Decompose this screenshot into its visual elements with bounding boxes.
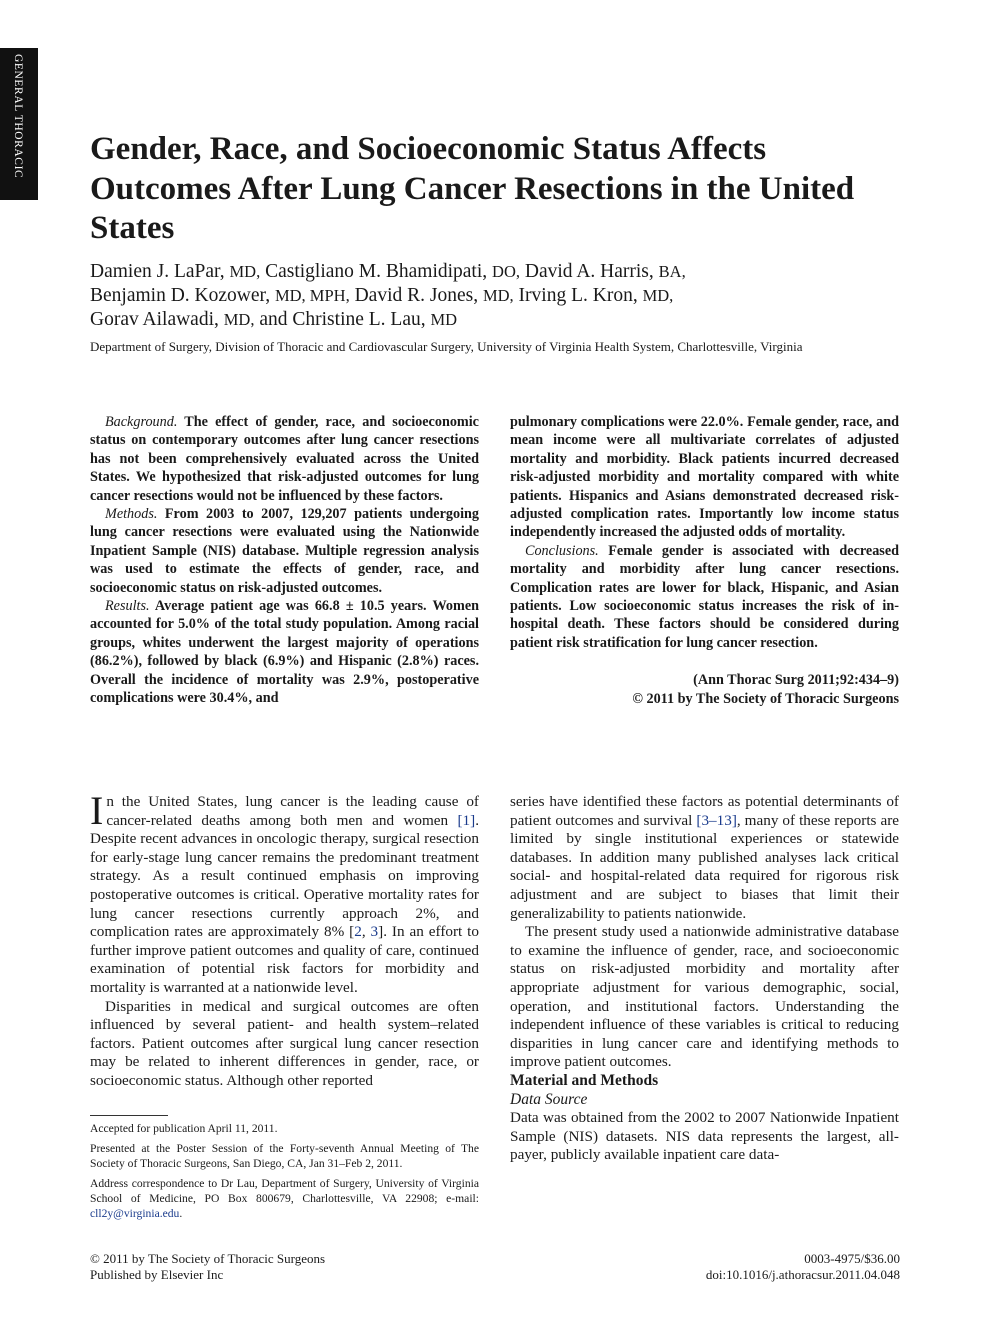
footnote-text: Address correspondence to Dr Lau, Department of Surgery, University of Virginia School of Medicine, PO Box 800679, Charlottesville, VA 22908; e-mail: xyxy=(90,1177,479,1205)
abstract-conclusions xyxy=(510,542,899,652)
footer-publisher: Published by Elsevier Inc xyxy=(90,1266,224,1282)
abstract-text: From 2003 to 2007, 129,207 patients undergoing lung cancer resections were evaluated using the Nationwide Inpatient Sample (NIS) database. Multiple regression analysis was used to estimate the effects of gender, race, and socioeconomic status on risk-adjusted outcomes. xyxy=(90,506,479,596)
body-paragraph: Disparities in medical and surgical outcomes are often influenced by several patient- and health system–related factors. Patient outcomes after surgical lung cancer resection may be related to inherent differences in gender, race, or socioeconomic status. Although other reported xyxy=(90,997,479,1089)
subsection-heading: Data Source xyxy=(510,1090,588,1108)
section-side-tab xyxy=(0,48,38,200)
author-line xyxy=(90,308,910,332)
author-degree: MD, xyxy=(642,286,674,305)
drop-cap: I xyxy=(90,788,104,833)
footer-left xyxy=(90,1251,325,1282)
abstract-label: Background. xyxy=(105,414,178,430)
author-degree: MD, xyxy=(482,286,514,305)
abstract-text: Female gender is associated with decreased mortality and morbidity after lung cancer resections. Complication rates are lower for black, Hispanic, and Asian patients. Low socioeconomic status increases the risk of in-hospital death. These factors should be considered during patient risk stratification for lung cancer resection. xyxy=(510,542,900,651)
author-name: and Christine L. Lau, xyxy=(259,309,426,330)
citation-reference: (Ann Thorac Surg 2011;92:434–9) xyxy=(693,672,899,689)
abstract-label: Methods. xyxy=(105,506,158,523)
abstract-methods xyxy=(90,505,479,597)
footnotes xyxy=(90,1121,479,1226)
section-heading: Material and Methods xyxy=(510,1071,659,1089)
body-paragraph: The present study used a nationwide administrative database to examine the influence of gender, race, and socioeconomic status on risk-adjusted morbidity and mortality after appropriate adjustment for various demographic, social, operation, and institutional factors. Understanding the independent influence of these variables is critical to reducing disparities in lung cancer care and identifying methods to improve patient outcomes. xyxy=(510,923,899,1071)
author-line xyxy=(90,284,910,308)
footnote-divider xyxy=(90,1115,168,1116)
abstract-background xyxy=(90,413,479,505)
footnote-presented: Presented at the Poster Session of the Forty-seventh Annual Meeting of The Society of Thoracic Surgeons, San Diego, CA, Jan 31–Feb 2, 2011. xyxy=(90,1142,479,1170)
abstract-text: Average patient age was 66.8 ± 10.5 years. Women accounted for 5.0% of the total study population. Among racial groups, whites underwent the largest majority of operations (86.2%), followed by black (6.9%) and Hispanic (2.8%) races. Overall the incidence of mortality was 2.9%, postoperative complications were 30.4%, and xyxy=(90,598,480,707)
author-name: Gorav Ailawadi, xyxy=(90,309,219,330)
abstract-results-continued: pulmonary complications were 22.0%. Female gender, race, and mean income were all multivariate correlates of adjusted mortality and morbidity. Black patients incurred decreased risk-adjusted morbidity and mortality compared with white patients. Hispanics and Asians demonstrated decreased risk-adjusted complication rates. Importantly low income status independently increased the adjusted odds of mortality. xyxy=(510,414,899,541)
reference-link[interactable]: [1] xyxy=(457,811,476,829)
article-title: Gender, Race, and Socioeconomic Status Affects Outcomes After Lung Cancer Resections in the United States xyxy=(90,131,855,246)
affiliation: Department of Surgery, Division of Thoracic and Cardiovascular Surgery, University of Virginia Health System, Charlottesville, Virginia xyxy=(90,339,803,354)
footnote-text: . xyxy=(179,1207,183,1220)
journal-citation xyxy=(510,671,899,708)
body-text: series have identified these factors as potential determinants of patient outcomes and survival xyxy=(510,793,899,829)
body-paragraph xyxy=(510,793,899,923)
footer-price: 0003-4975/$36.00 xyxy=(804,1251,900,1266)
author-line xyxy=(90,260,910,284)
author-name: Damien J. LaPar, xyxy=(90,261,225,282)
citation-copyright: © 2011 by The Society of Thoracic Surgeons xyxy=(632,690,899,707)
body-right-column xyxy=(510,793,899,1165)
body-text: , many of these reports are limited by single institutional experiences or statewide databases. In addition many published analyses lack critical social- and hospital-related data required for rigorous risk adjustment and are subject to biases that limit their generalizability to patients nationwide. xyxy=(510,811,899,922)
abstract-label: Results. xyxy=(105,598,150,615)
abstract-left-column xyxy=(90,413,479,708)
footnote-accepted: Accepted for publication April 11, 2011. xyxy=(90,1122,278,1135)
abstract-right-column xyxy=(510,413,899,708)
author-name: David R. Jones, xyxy=(354,285,479,306)
author-degree: MD, xyxy=(223,310,255,329)
author-degree: MD, MPH, xyxy=(274,286,350,305)
abstract-results xyxy=(90,597,479,707)
side-tab-label: GENERAL THORACIC xyxy=(12,54,24,179)
reference-link[interactable]: 2 xyxy=(354,923,362,941)
author-name: David A. Harris, xyxy=(524,261,654,282)
body-text: n the United States, lung cancer is the leading cause of cancer-related deaths among both men and women xyxy=(106,793,479,829)
body-text: ]. In an effort to further improve patient outcomes and quality of care, continued examination of potential risk factors for morbidity and mortality is warranted at a nationwide level. xyxy=(90,923,479,996)
author-degree: MD xyxy=(430,310,458,329)
author-degree: BA, xyxy=(658,262,686,281)
body-paragraph xyxy=(90,788,479,998)
footer-doi: doi:10.1016/j.athoracsur.2011.04.048 xyxy=(705,1266,900,1282)
reference-link[interactable]: [3–13] xyxy=(696,811,737,829)
author-degree: DO, xyxy=(492,262,520,281)
footer-right xyxy=(706,1251,900,1282)
body-paragraph: Data was obtained from the 2002 to 2007 Nationwide Inpatient Sample (NIS) datasets. NIS data represents the largest, all-payer, publicly available inpatient care data- xyxy=(510,1109,899,1164)
author-list xyxy=(90,260,910,332)
body-text: . Despite recent advances in oncologic therapy, surgical resection for early-stage lung cancer remains the predominant treatment strategy. As a result continued emphasis on improving postoperative outcomes is critical. Operative mortality rates for lung cancer resections currently approach 2%, and complication rates are approximately 8% [ xyxy=(90,811,479,941)
abstract-label: Conclusions. xyxy=(525,542,599,559)
abstract-text: The effect of gender, race, and socioeconomic status on contemporary outcomes after lung cancer resections has not been comprehensively evaluated across the United States. We hypothesized that risk-adjusted outcomes for lung cancer resections would not be influenced by these factors. xyxy=(90,414,479,504)
email-link[interactable]: cll2y@virginia.edu xyxy=(90,1207,180,1220)
author-name: Castigliano M. Bhamidipati, xyxy=(265,261,488,282)
author-name: Benjamin D. Kozower, xyxy=(90,285,271,306)
footer-copyright: © 2011 by The Society of Thoracic Surgeons xyxy=(90,1251,326,1266)
footnote-address xyxy=(90,1176,479,1221)
reference-link[interactable]: 3 xyxy=(370,923,379,941)
body-left-column xyxy=(90,788,479,1091)
body-text: , xyxy=(361,923,371,941)
author-degree: MD, xyxy=(229,262,261,281)
author-name: Irving L. Kron, xyxy=(518,285,638,306)
